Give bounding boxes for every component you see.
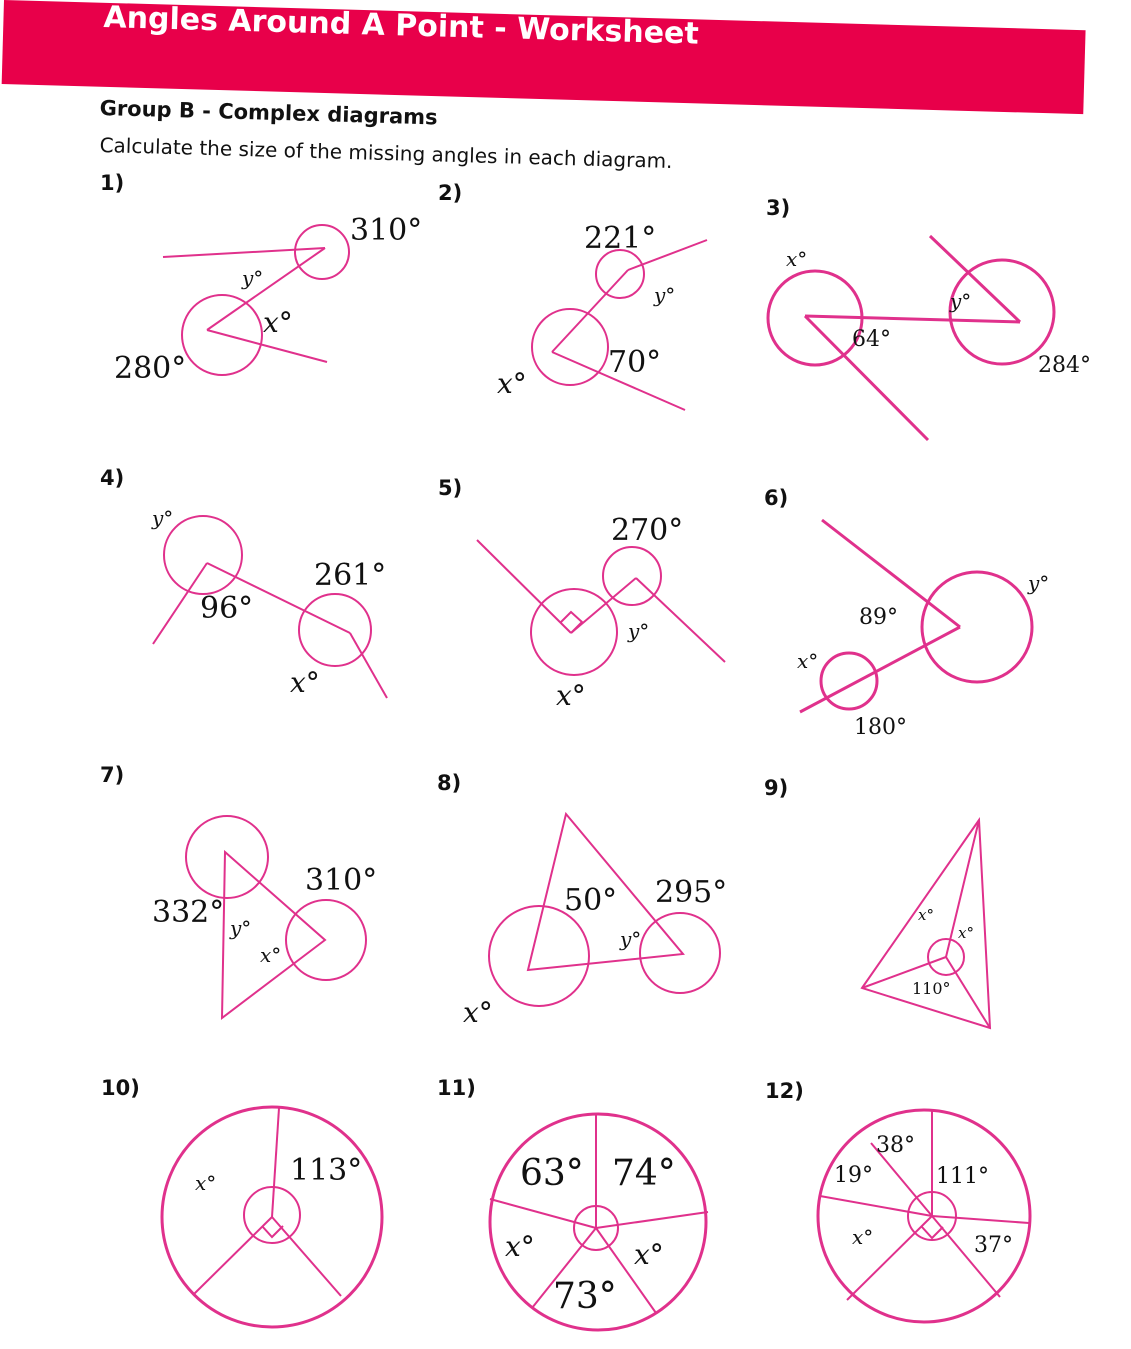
- angle-label: 37°: [974, 1233, 1013, 1258]
- problem-2: [438, 181, 707, 410]
- unknown-angle: y°: [950, 289, 972, 313]
- angle-arc: [295, 225, 349, 279]
- angle-label: 74°: [612, 1153, 676, 1194]
- angle-arc: [532, 309, 608, 385]
- angle-label: 64°: [852, 327, 891, 352]
- unknown-angle: x°: [505, 1230, 535, 1263]
- unknown-angle: x°: [463, 996, 493, 1029]
- angle-label: 284°: [1038, 353, 1091, 378]
- problem-number: 9): [764, 776, 789, 800]
- diagram-line: [272, 1217, 341, 1296]
- angle-label: 332°: [152, 895, 225, 930]
- angle-label: 96°: [200, 591, 254, 626]
- angle-label: 38°: [876, 1133, 915, 1158]
- angle-arc: [922, 572, 1032, 682]
- angle-label: 110°: [912, 979, 951, 998]
- right-angle-marker: [262, 1226, 283, 1237]
- angle-arc: [186, 816, 268, 898]
- problem-6: [764, 486, 1049, 740]
- angle-label: 310°: [305, 863, 378, 898]
- unknown-angle: x°: [556, 679, 586, 712]
- diagram-line: [153, 563, 207, 644]
- page-title: Angles Around A Point - Worksheet: [103, 0, 700, 52]
- unknown-angle: y°: [242, 266, 264, 290]
- angle-label: 180°: [854, 715, 907, 740]
- problem-number: 7): [100, 763, 125, 787]
- unknown-angle: x°: [634, 1238, 664, 1271]
- diagram-line: [552, 270, 628, 352]
- problem-5: [438, 476, 725, 712]
- problem-4: [100, 466, 387, 699]
- angle-label: 310°: [350, 213, 423, 248]
- angle-arc: [603, 547, 661, 605]
- section-subtitle: Group B - Complex diagrams: [99, 96, 438, 130]
- diagram-line: [636, 578, 725, 662]
- diagram-line: [571, 578, 636, 633]
- angle-arc: [640, 913, 720, 993]
- problem-number: 1): [100, 171, 125, 195]
- problem-9: [764, 776, 990, 1028]
- diagram-line: [193, 1217, 272, 1295]
- unknown-angle: x°: [263, 306, 293, 339]
- unknown-angle: x°: [290, 666, 320, 699]
- diagram-line: [272, 1108, 279, 1217]
- diagram-line: [805, 316, 1020, 322]
- problem-10: [101, 1076, 382, 1327]
- angle-label: 89°: [859, 605, 898, 630]
- angle-label: 261°: [314, 558, 387, 593]
- problem-11: [437, 1076, 708, 1330]
- unknown-angle: x°: [195, 1171, 217, 1195]
- angle-label: 63°: [520, 1153, 584, 1194]
- problem-number: 8): [437, 771, 462, 795]
- problem-7: [100, 763, 377, 1018]
- problem-1: [100, 171, 422, 386]
- problem-number: 6): [764, 486, 789, 510]
- unknown-angle: y°: [620, 927, 642, 951]
- unknown-angle: y°: [152, 506, 174, 530]
- unknown-angle: x°: [852, 1225, 874, 1249]
- angle-label: 280°: [114, 351, 187, 386]
- problem-number: 5): [438, 476, 463, 500]
- angle-label: 221°: [584, 221, 657, 256]
- angle-arc: [596, 250, 644, 298]
- unknown-angle: y°: [230, 916, 252, 940]
- problem-number: 2): [438, 181, 463, 205]
- right-angle-marker: [922, 1227, 943, 1238]
- angle-arc: [821, 653, 877, 709]
- instruction-text: Calculate the size of the missing angles in each diagram.: [99, 133, 673, 173]
- right-angle-marker: [561, 612, 582, 633]
- angle-label: 70°: [608, 345, 662, 380]
- diagram-line: [932, 1216, 1029, 1223]
- problem-number: 10): [101, 1076, 140, 1100]
- angle-arc: [531, 589, 617, 675]
- pie-circle: [818, 1110, 1030, 1322]
- angle-label: 73°: [553, 1276, 617, 1317]
- unknown-angle: x°: [958, 924, 974, 942]
- diagram-line: [477, 540, 571, 633]
- angle-label: 270°: [611, 513, 684, 548]
- problem-3: [766, 196, 1091, 440]
- unknown-angle: x°: [497, 367, 527, 400]
- unknown-angle: y°: [654, 283, 676, 307]
- problem-number: 4): [100, 466, 125, 490]
- angle-label: 19°: [834, 1163, 873, 1188]
- problem-number: 11): [437, 1076, 476, 1100]
- diagram-line: [930, 236, 1020, 322]
- problem-8: [437, 771, 727, 1029]
- angle-label: 295°: [655, 875, 728, 910]
- problem-12: [765, 1079, 1030, 1322]
- problem-number: 12): [765, 1079, 804, 1103]
- angle-label: 113°: [290, 1153, 363, 1188]
- unknown-angle: y°: [628, 619, 650, 643]
- problem-number: 3): [766, 196, 791, 220]
- diagram-line: [163, 248, 325, 257]
- unknown-angle: x°: [260, 943, 282, 967]
- unknown-angle: x°: [918, 906, 934, 924]
- angle-arc: [164, 516, 242, 594]
- angle-label: 50°: [564, 883, 618, 918]
- unknown-angle: x°: [797, 649, 819, 673]
- unknown-angle: y°: [1028, 571, 1050, 595]
- angle-label: 111°: [936, 1164, 989, 1189]
- angle-arc: [299, 594, 371, 666]
- unknown-angle: x°: [786, 247, 808, 271]
